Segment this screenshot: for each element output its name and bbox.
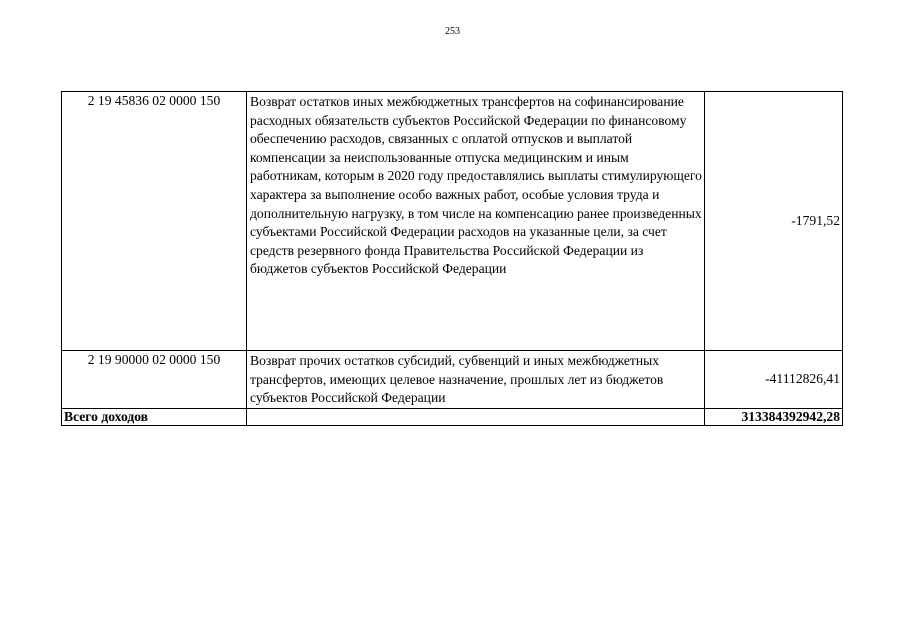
- total-name-cell: [247, 408, 705, 425]
- revenue-name-cell: [247, 92, 705, 351]
- amount-cell: -41112826,41: [705, 351, 843, 409]
- table-row: [62, 351, 843, 409]
- total-row: [62, 408, 843, 425]
- table-row: [62, 92, 843, 351]
- page-number: 253: [445, 26, 460, 37]
- amount-cell: -1791,52: [705, 92, 843, 351]
- revenue-name-text: Возврат остатков иных межбюджетных трансфертов на софинансирование расходных обязательств субъектов Российской Федерации по финансовому обеспечению расходов, связанных с оплатой отпусков и выплатой компенсации за неиспользованные отпуска медицинским и иным работникам, которым в 2020 году предоставлялись выплаты стимулирующего характера за выполнение особо важных работ, особые условия труда и дополнительную нагрузку, в том числе на компенсацию ранее произведенных субъектами Российской Федерации расходов на указанные цели, за счет средств резервного фонда Правительства Российской Федерации из бюджетов субъектов Российской Федерации: [250, 94, 702, 277]
- total-amount-cell: 313384392942,28: [705, 408, 843, 425]
- revenue-name-cell: [247, 351, 705, 409]
- revenue-table: [61, 91, 843, 426]
- revenue-name-text: Возврат прочих остатков субсидий, субвенций и иных межбюджетных трансфертов, имеющих целевое назначение, прошлых лет из бюджетов субъектов Российской Федерации: [250, 353, 664, 406]
- total-label-cell: Всего доходов: [62, 408, 247, 425]
- budget-code-cell: 2 19 90000 02 0000 150: [62, 351, 247, 409]
- budget-code-cell: 2 19 45836 02 0000 150: [62, 92, 247, 351]
